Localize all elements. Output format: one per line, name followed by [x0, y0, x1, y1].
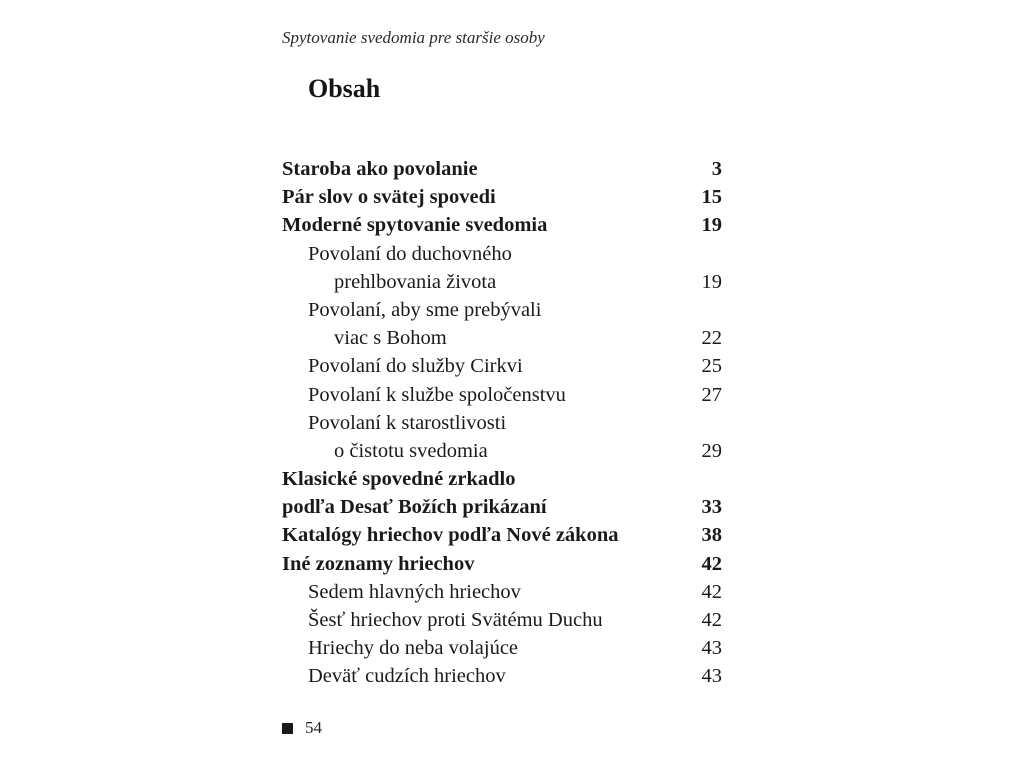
toc-entry: [282, 155, 722, 183]
toc-entry-page: 43: [701, 637, 722, 660]
toc-entry-page: 42: [701, 580, 722, 603]
toc-entry: [282, 465, 722, 493]
toc-entry: [282, 268, 722, 296]
toc-entry-title: Hriechy do neba volajúce: [308, 637, 519, 660]
toc-entry-title: Šesť hriechov proti Svätému Duchu: [308, 609, 603, 631]
toc-entry-title: Deväť cudzích hriechov: [308, 665, 506, 688]
toc-entry: [282, 240, 722, 268]
toc-entry-title: prehlbovania života: [334, 270, 497, 293]
toc-entry: [282, 409, 722, 437]
toc-entry: [282, 493, 722, 521]
toc-entry-page: 25: [701, 355, 722, 378]
toc-entry-title: Klasické spovedné zrkadlo: [282, 468, 516, 491]
toc-entry-title: viac s Bohom: [334, 327, 447, 350]
toc-entry-title: Moderné spytovanie svedomia: [282, 214, 548, 237]
table-of-contents: [282, 155, 722, 691]
toc-entry: [282, 578, 722, 606]
toc-entry-title: podľa Desať Božích prikázaní: [282, 496, 547, 519]
toc-entry-page: 27: [701, 383, 722, 406]
toc-entry: [282, 324, 722, 352]
toc-entry: [282, 352, 722, 380]
toc-entry-page: 43: [701, 665, 722, 688]
toc-entry-page: 29: [701, 439, 722, 462]
toc-entry-page: 19: [701, 214, 722, 237]
toc-entry: [282, 211, 722, 239]
toc-entry-title: Katalógy hriechov podľa Nové zákona: [282, 524, 619, 547]
page-number: 54: [305, 718, 322, 737]
page-title: Obsah: [308, 74, 381, 103]
toc-entry: [282, 550, 722, 578]
running-head: Spytovanie svedomia pre staršie osoby: [282, 28, 545, 47]
toc-entry-title: Povolaní k starostlivosti: [308, 411, 507, 434]
toc-entry: [282, 437, 722, 465]
toc-entry-title: Pár slov o svätej spovedi: [282, 186, 496, 209]
toc-entry: [282, 662, 722, 690]
page-footer: [282, 718, 322, 738]
toc-entry-title: Sedem hlavných hriechov: [308, 580, 521, 603]
toc-entry-title: o čistotu svedomia: [334, 439, 488, 462]
toc-entry-page: 22: [701, 327, 722, 350]
toc-entry: [282, 381, 722, 409]
toc-entry: [282, 183, 722, 211]
toc-entry-page: 42: [701, 609, 722, 631]
toc-entry-title: Povolaní, aby sme prebývali: [308, 298, 542, 321]
toc-entry-page: 3: [711, 158, 722, 180]
toc-entry-page: 42: [701, 552, 722, 575]
toc-entry: [282, 606, 722, 634]
toc-entry-title: Staroba ako povolanie: [282, 158, 478, 180]
toc-entry-page: 15: [701, 186, 722, 209]
toc-entry-title: Povolaní do služby Cirkvi: [308, 355, 523, 378]
toc-entry-title: Povolaní do duchovného: [308, 242, 512, 265]
toc-entry: [282, 296, 722, 324]
toc-entry: [282, 521, 722, 549]
toc-entry-title: Iné zoznamy hriechov: [282, 552, 475, 575]
toc-entry: [282, 634, 722, 662]
toc-entry-page: 19: [701, 270, 722, 293]
toc-entry-page: 38: [701, 524, 722, 547]
square-bullet-icon: [282, 723, 293, 734]
toc-entry-title: Povolaní k službe spoločenstvu: [308, 383, 566, 406]
toc-entry-page: 33: [701, 496, 722, 519]
